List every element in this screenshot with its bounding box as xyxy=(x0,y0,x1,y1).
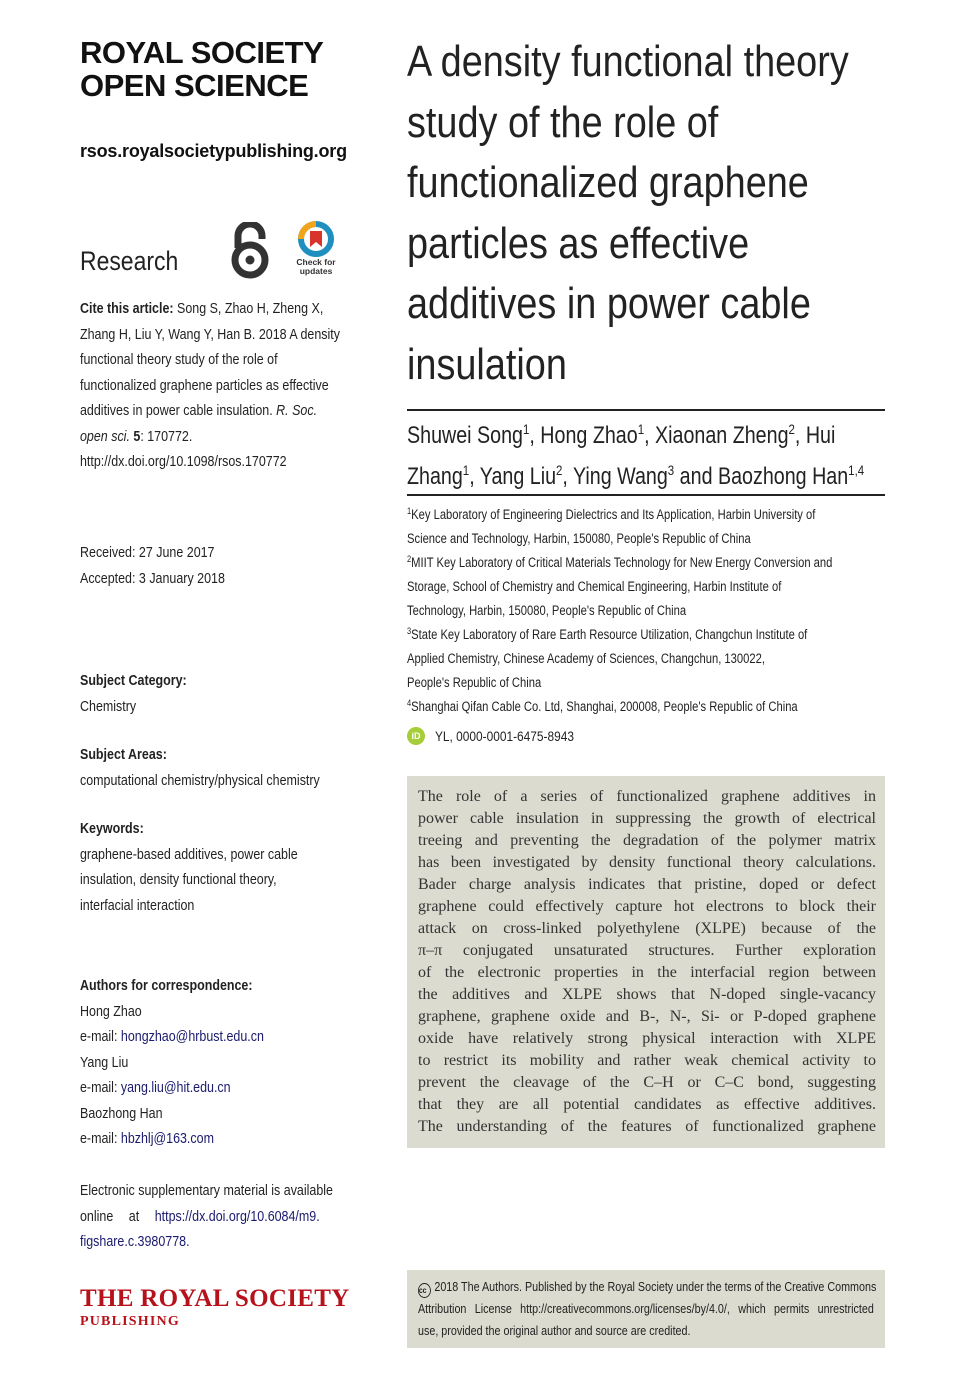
cite-label: Cite this article: xyxy=(80,301,174,317)
title-line: additives in power cable xyxy=(407,279,811,328)
affil-line: Technology, Harbin, 150080, People's Republic of China xyxy=(407,603,687,618)
email-link[interactable]: yang.liu@hit.edu.cn xyxy=(120,1080,231,1096)
open-access-icon xyxy=(226,222,274,280)
keywords-line: graphene-based additives, power cable xyxy=(80,846,298,863)
cite-line: Song S, Zhao H, Zheng X, xyxy=(173,301,324,317)
cite-line: functional theory study of the role of xyxy=(80,352,278,368)
cite-block xyxy=(80,297,368,476)
cfu-line1: Check for xyxy=(296,257,336,267)
keywords-block xyxy=(80,817,368,919)
journal-site[interactable]: rsos.royalsocietypublishing.org xyxy=(80,141,347,161)
abstract-line: the additives and XLPE shows that N-doped single-vacancy xyxy=(418,986,876,1003)
affil-line: Key Laboratory of Engineering Dielectrics and Its Application, Harbin University of xyxy=(411,507,816,522)
cite-line: Zhang H, Liu Y, Wang Y, Han B. 2018 A density xyxy=(80,326,340,343)
cfu-line2: updates xyxy=(299,266,333,276)
cite-journal-abbrev2: open sci. xyxy=(80,428,130,445)
publisher-logo-line2: PUBLISHING xyxy=(80,1314,180,1329)
abstract-line: graphene could effectively capture hot electrons to block their xyxy=(418,898,876,915)
author-sup: 1 xyxy=(637,421,645,437)
affil-line: MIIT Key Laboratory of Critical Materials Technology for New Energy Conversion and xyxy=(411,555,833,570)
license-line: use, provided the original author and source are credited. xyxy=(418,1324,691,1338)
license-line: 2018 The Authors. Published by the Royal Society under the terms of the Creative Commons xyxy=(434,1280,877,1294)
affil-line: Science and Technology, Harbin, 150080, People's Republic of China xyxy=(407,531,751,546)
orcid-row[interactable] xyxy=(407,727,598,745)
title-line: study of the role of xyxy=(407,97,719,147)
author-sup: 1,4 xyxy=(848,462,865,478)
abstract xyxy=(418,786,876,1138)
email-link[interactable]: hongzhao@hrbust.edu.cn xyxy=(120,1029,264,1045)
affil-line: People's Republic of China xyxy=(407,675,542,690)
check-for-updates-label[interactable] xyxy=(286,258,346,276)
email-prefix: e-mail: xyxy=(80,1080,121,1096)
author-sup: 3 xyxy=(667,462,675,478)
abstract-line: The role of a series of functionalized graphene additives in xyxy=(418,788,876,805)
author-sup: 1 xyxy=(522,421,530,437)
received-date: Received: 27 June 2017 xyxy=(80,545,215,561)
affil-sup: 3 xyxy=(407,626,412,636)
abstract-line: Bader charge analysis indicates that pristine, doped or defect xyxy=(418,876,876,893)
author-sup: 2 xyxy=(788,421,795,437)
subject-areas-label: Subject Areas: xyxy=(80,747,167,763)
supplementary-prefix: online at xyxy=(80,1208,155,1225)
author-name: , Ying Wang xyxy=(562,463,668,490)
abstract-line: has been investigated by density functional theory calculations. xyxy=(418,854,876,871)
cite-journal-abbrev: R. Soc. xyxy=(276,403,318,419)
correspondence-block xyxy=(80,974,368,1153)
email-prefix: e-mail: xyxy=(80,1029,121,1045)
creative-commons-icon: cc xyxy=(418,1283,431,1298)
cite-line: functionalized graphene particles as effective xyxy=(80,377,329,394)
title-line: particles as effective xyxy=(407,218,750,268)
abstract-line: that they are all potential candidates as effective additives. xyxy=(418,1096,876,1113)
cite-article: : 170772. xyxy=(140,428,193,445)
subject-category-value: Chemistry xyxy=(80,698,137,715)
subject-category-block xyxy=(80,669,368,720)
divider xyxy=(407,409,885,411)
author-name: and Baozhong Han xyxy=(674,463,849,490)
author-name: , Yang Liu xyxy=(469,463,557,490)
abstract-line: The understanding of the features of functionalized graphene xyxy=(418,1118,876,1135)
correspondence-name: Yang Liu xyxy=(80,1054,129,1071)
abstract-line: to restrict its mobility and rather weak chemical activity to xyxy=(418,1052,876,1069)
subject-areas-value: computational chemistry/physical chemistry xyxy=(80,772,320,789)
section-label: Research xyxy=(80,246,179,276)
author-name: , Hong Zhao xyxy=(529,422,638,449)
accepted-date: Accepted: 3 January 2018 xyxy=(80,570,225,587)
abstract-line: attack on cross-linked polyethylene (XLPE) because of the xyxy=(418,920,876,937)
abstract-line: oxide have relatively strong physical interaction with XLPE xyxy=(418,1030,876,1047)
abstract-line: power cable insulation in suppressing the growth of electrical xyxy=(418,810,876,827)
supplementary-line: Electronic supplementary material is available xyxy=(80,1183,333,1199)
keywords-label: Keywords: xyxy=(80,821,144,837)
correspondence-name: Baozhong Han xyxy=(80,1105,163,1122)
orcid-icon: iD xyxy=(407,727,425,745)
affiliations xyxy=(407,503,888,719)
supplementary-link[interactable]: figshare.c.3980778. xyxy=(80,1234,190,1250)
license-text xyxy=(418,1276,877,1342)
journal-name-line1: ROYAL SOCIETY xyxy=(80,35,324,70)
supplementary-link[interactable]: https://dx.doi.org/10.6084/m9. xyxy=(154,1208,320,1225)
affil-sup: 2 xyxy=(407,554,412,564)
author-name: , Hui xyxy=(794,422,836,449)
affil-line: Storage, School of Chemistry and Chemical Engineering, Harbin Institute of xyxy=(407,579,782,594)
author-list xyxy=(407,415,891,497)
subject-category-label: Subject Category: xyxy=(80,673,187,689)
title-line: functionalized graphene xyxy=(407,158,809,207)
correspondence-label: Authors for correspondence: xyxy=(80,978,253,994)
abstract-line: treeing and preventing the degradation of the polymer matrix xyxy=(418,832,876,849)
subject-areas-block xyxy=(80,743,368,794)
author-name: , Xiaonan Zheng xyxy=(644,422,789,449)
author-name: Zhang xyxy=(407,463,463,490)
publisher-logo xyxy=(80,1286,350,1330)
affil-sup: 1 xyxy=(407,506,412,516)
title-line: A density functional theory xyxy=(407,37,849,86)
title-line: insulation xyxy=(407,339,567,389)
keywords-line: insulation, density functional theory, xyxy=(80,872,277,888)
abstract-line: prevent the cleavage of the C–H or C–C bond, suggesting xyxy=(418,1074,876,1091)
affil-sup: 4 xyxy=(407,698,412,708)
correspondence-name: Hong Zhao xyxy=(80,1003,142,1020)
abstract-line: graphene, graphene oxide and B-, N-, Si- or P-doped graphene xyxy=(418,1008,876,1025)
publisher-logo-line1: THE ROYAL SOCIETY xyxy=(80,1285,350,1312)
license-line: Attribution License http://creativecommons.org/licenses/by/4.0/, which permits unrestricted xyxy=(418,1302,874,1316)
divider xyxy=(407,494,885,496)
supplementary-block xyxy=(80,1179,368,1256)
journal-name-line2: OPEN SCIENCE xyxy=(80,68,309,103)
email-link[interactable]: hbzhlj@163.com xyxy=(120,1131,214,1147)
author-sup: 1 xyxy=(462,462,470,478)
author-name: Shuwei Song xyxy=(407,422,523,449)
affil-line: Applied Chemistry, Chinese Academy of Sciences, Changchun, 130022, xyxy=(407,651,765,666)
abstract-line: π–π conjugated unsaturated structures. Further exploration xyxy=(418,942,876,959)
keywords-line: interfacial interaction xyxy=(80,897,195,914)
author-sup: 2 xyxy=(556,462,563,478)
email-prefix: e-mail: xyxy=(80,1131,121,1147)
affil-line: Shanghai Qifan Cable Co. Ltd, Shanghai, 200008, People's Republic of China xyxy=(411,699,798,714)
affil-line: State Key Laboratory of Rare Earth Resource Utilization, Changchun Institute of xyxy=(411,627,808,642)
article-title xyxy=(407,32,889,395)
journal-name xyxy=(80,36,323,102)
cite-volume: 5 xyxy=(129,428,141,445)
cite-doi-link[interactable]: http://dx.doi.org/10.1098/rsos.170772 xyxy=(80,454,287,470)
abstract-line: of the electronic properties in the interfacial region between xyxy=(418,964,876,981)
dates-block xyxy=(80,541,368,592)
cite-line: additives in power cable insulation. xyxy=(80,403,277,419)
orcid-text: YL, 0000-0001-6475-8943 xyxy=(435,728,574,744)
